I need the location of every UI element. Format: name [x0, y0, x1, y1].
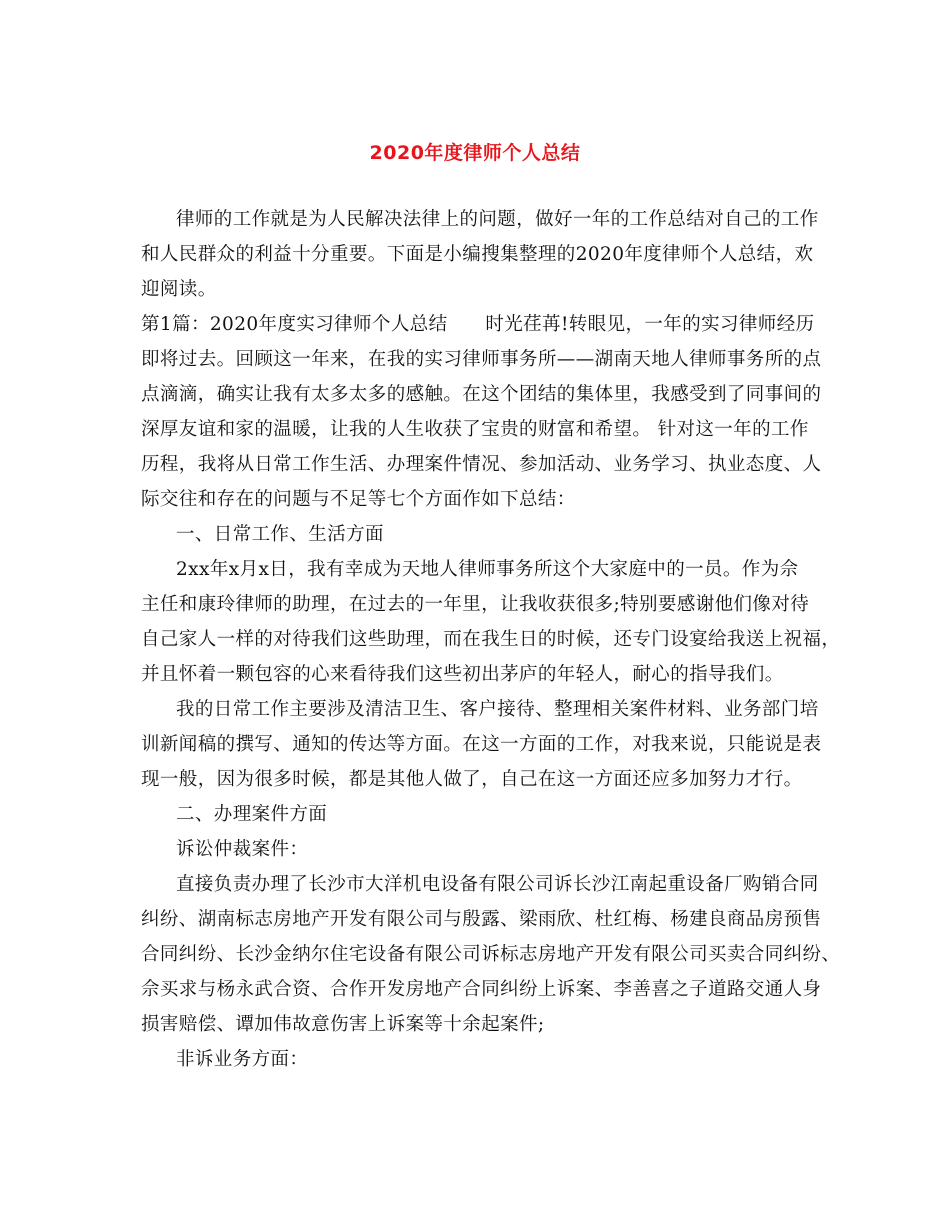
text-line: 际交往和存在的问题与不足等七个方面作如下总结：: [141, 489, 576, 510]
text-line: 律师的工作就是为人民解决法律上的问题，做好一年的工作总结对自己的工作: [176, 209, 819, 230]
text-line: 历程，我将从日常工作生活、办理案件情况、参加活动、业务学习、执业态度、人: [141, 454, 822, 475]
sub-heading: 诉讼仲裁案件：: [176, 839, 309, 860]
text-line: 即将过去。回顾这一年来，在我的实习律师事务所——湖南天地人律师事务所的点: [141, 349, 822, 370]
section-heading: 二、办理案件方面: [176, 804, 328, 825]
text-line: 自己家人一样的对待我们这些助理，而在我生日的时候，还专门设宴给我送上祝福，: [141, 629, 841, 650]
text-line: 训新闻稿的撰写、通知的传达等方面。在这一方面的工作，对我来说，只能说是表: [141, 734, 822, 755]
text-line: 损害赔偿、谭加伟故意伤害上诉案等十余起案件;: [141, 1014, 545, 1035]
text-line: 合同纠纷、长沙金纳尔住宅设备有限公司诉标志房地产开发有限公司买卖合同纠纷、: [141, 944, 841, 965]
section-heading: 一、日常工作、生活方面: [176, 524, 384, 545]
text-line: 第1篇：2020年度实习律师个人总结 时光荏苒!转眼见，一年的实习律师经历: [141, 314, 815, 335]
text-line: 和人民群众的利益十分重要。下面是小编搜集整理的2020年度律师个人总结，欢: [141, 244, 814, 265]
text-line: 现一般，因为很多时候，都是其他人做了，自己在这一方面还应多加努力才行。: [141, 769, 803, 790]
text-line: 点滴滴，确实让我有太多太多的感触。在这个团结的集体里，我感受到了同事间的: [141, 384, 822, 405]
text-line: 并且怀着一颗包容的心来看待我们这些初出茅庐的年轻人，耐心的指导我们。: [141, 664, 784, 685]
text-line: 主任和康玲律师的助理，在过去的一年里，让我收获很多;特别要感谢他们像对待: [141, 594, 810, 615]
text-line: 佘买求与杨永武合资、合作开发房地产合同纠纷上诉案、李善喜之子道路交通人身: [141, 979, 822, 1000]
text-line: 纠纷、湖南标志房地产开发有限公司与殷露、梁雨欣、杜红梅、杨建良商品房预售: [141, 909, 822, 930]
document-title: 2020年度律师个人总结: [369, 142, 581, 164]
text-line: 直接负责办理了长沙市大洋机电设备有限公司诉长沙江南起重设备厂购销合同: [176, 874, 819, 895]
sub-heading: 非诉业务方面：: [176, 1049, 309, 1070]
text-line: 迎阅读。: [141, 279, 217, 300]
text-line: 2xx年x月x日，我有幸成为天地人律师事务所这个大家庭中的一员。作为佘: [176, 559, 799, 580]
text-line: 我的日常工作主要涉及清洁卫生、客户接待、整理相关案件材料、业务部门培: [176, 699, 819, 720]
text-line: 深厚友谊和家的温暖，让我的人生收获了宝贵的财富和希望。 针对这一年的工作: [141, 419, 809, 440]
